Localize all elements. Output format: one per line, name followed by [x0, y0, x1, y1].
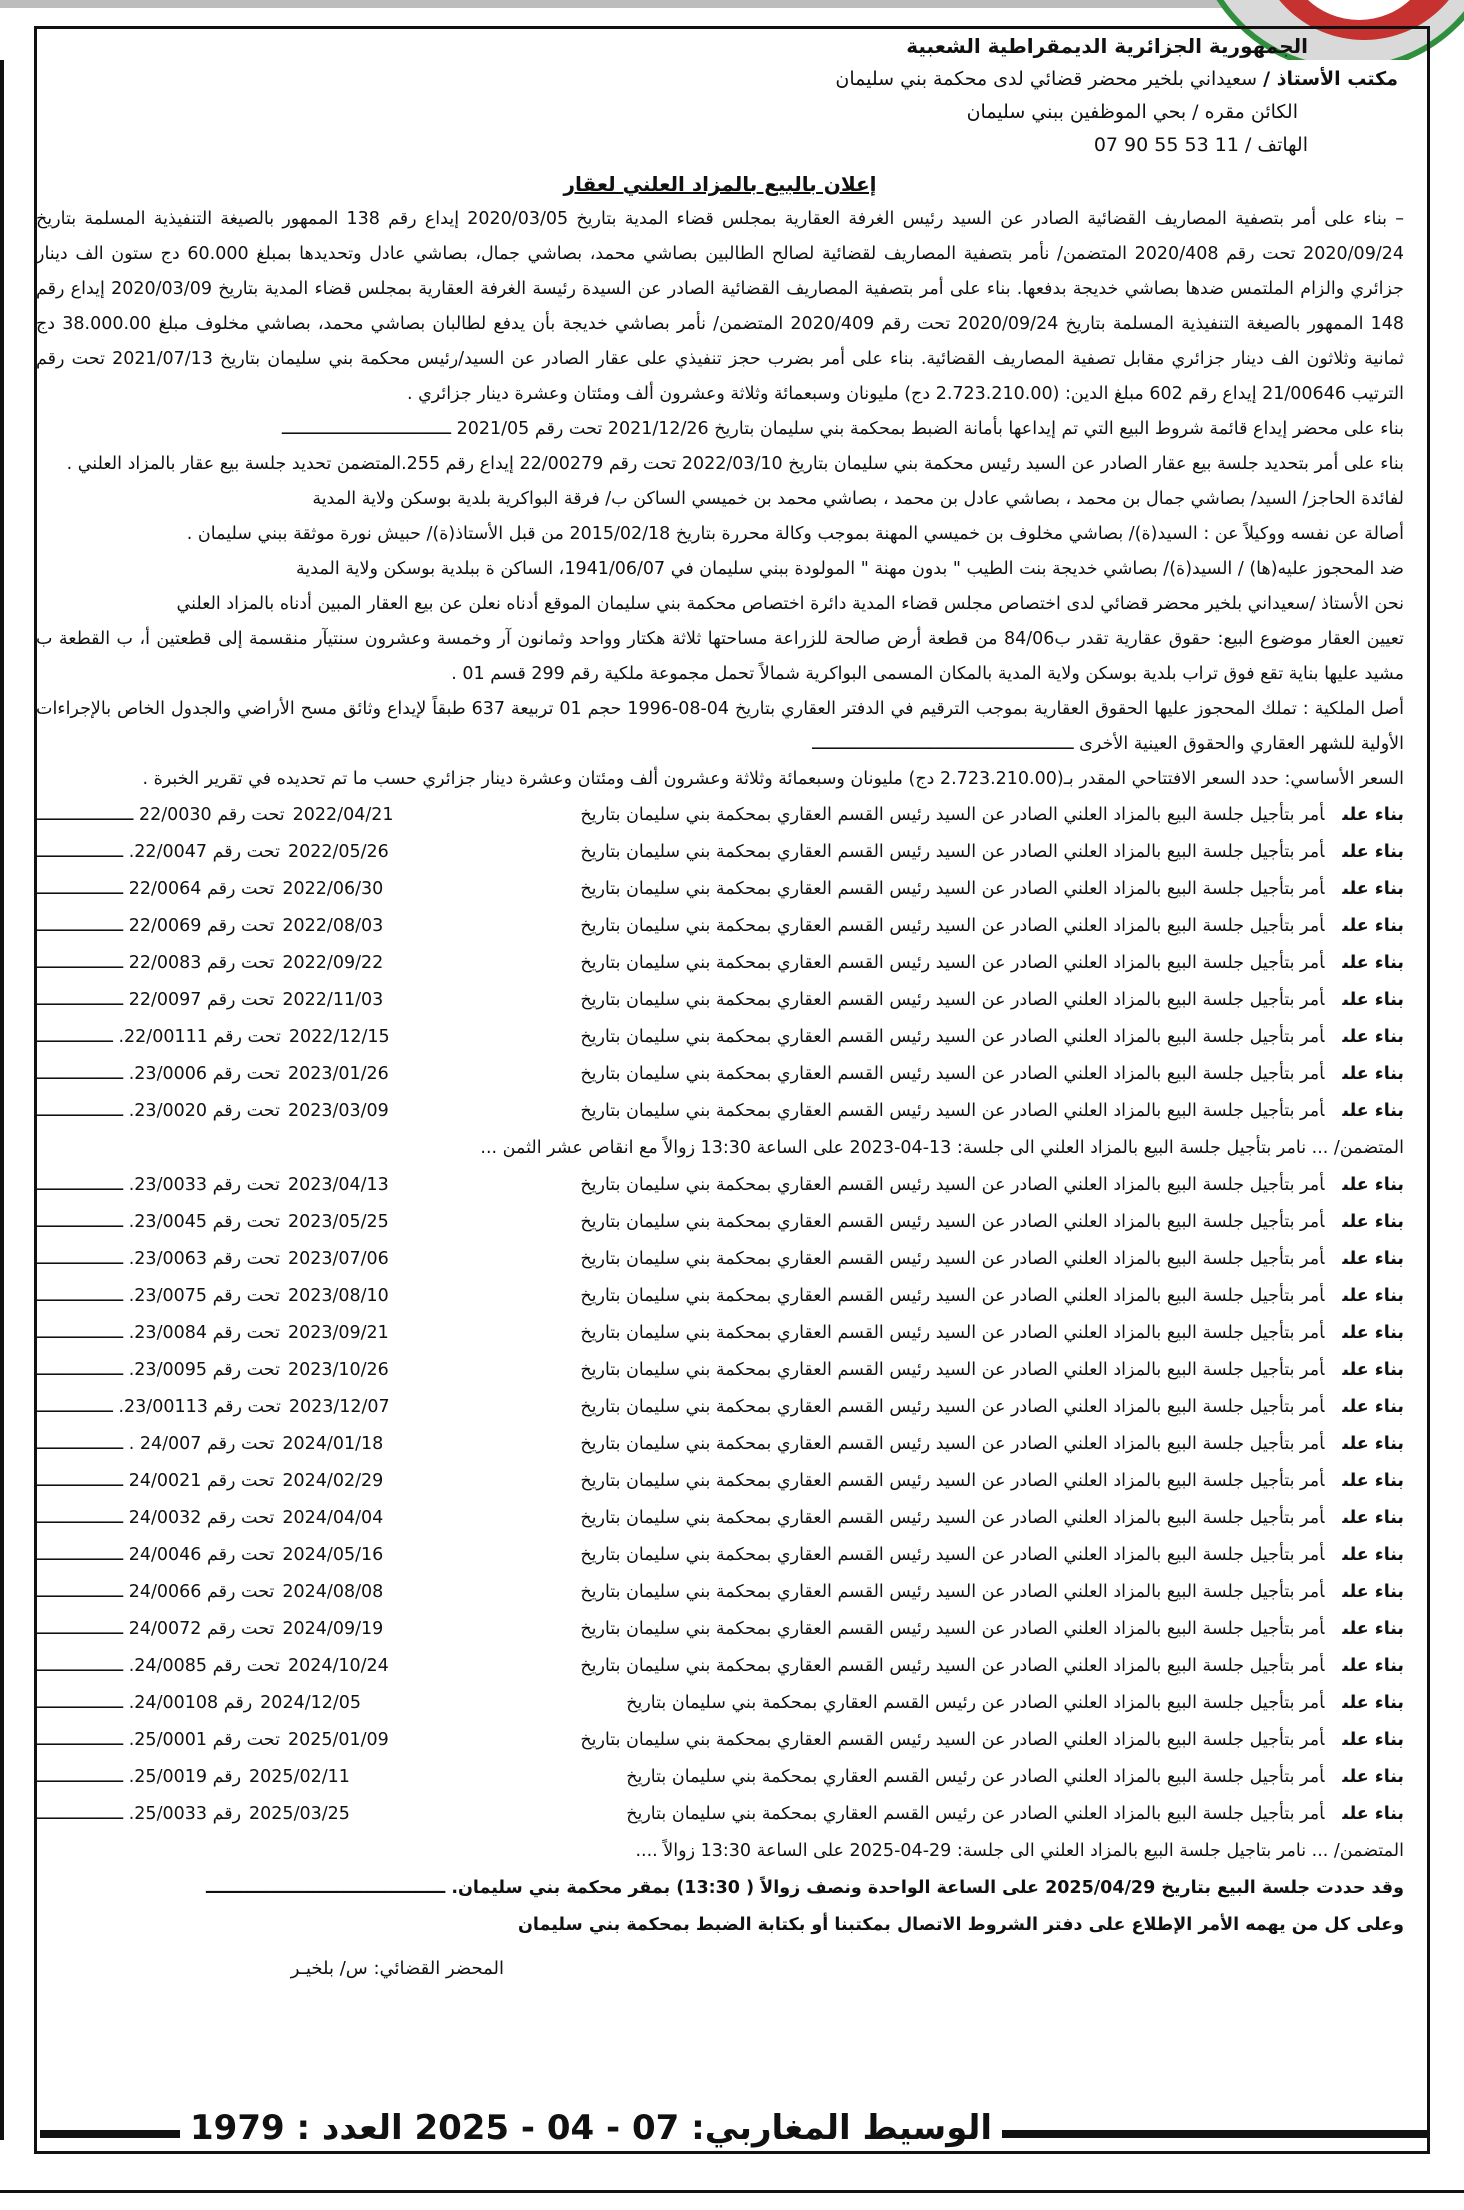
adjournment-date: 2025/02/11: [249, 1767, 350, 1787]
adjournment-row: [36, 1722, 1404, 1759]
mutadammin-1: المتضمن/ ... نامر بتأجيل جلسة البيع بالمزاد العلني الى جلسة: 13-04-2023 على الساعة 13:30 زوالاً مع انقاص عشر الثمن ...: [480, 1138, 1404, 1158]
adjournment-date: 2022/05/26: [287, 842, 389, 862]
intro-paragraph: بناء على أمر بتحديد جلسة بيع عقار الصادر عن السيد رئيس محكمة بني سليمان بتاريخ 2022/03/10 تحت رقم 22/00279 إيداع رقم 255.المتضمن تحديد جلسة بيع عقار بالمزاد العلني .: [66, 454, 1404, 474]
adjournment-row: [36, 945, 1404, 982]
adjournment-label: بناء على: [1342, 1471, 1404, 1491]
adjournment-row: [36, 1352, 1404, 1389]
intro-paragraph: بناء على محضر إيداع قائمة شروط البيع التي تم إيداعها بأمانة الضبط بمحكمة بني سليمان بتاريخ 2021/12/26 تحت رقم 2021/05 ـــــــــــــــــــــــــــــــــ: [281, 419, 1404, 439]
adjournment-row: [36, 1241, 1404, 1278]
adjournment-row: [36, 1648, 1404, 1685]
adjournment-label: بناء على: [1342, 916, 1404, 936]
sale-date-line: وقد حددت جلسة البيع بتاريخ 2025/04/29 على الساعة الواحدة ونصف زوالاً ( 13:30) بمقر محكمة بني سليمان. ــــــــــــــــــــــــــــــــــــــــ: [205, 1878, 1404, 1898]
adjournment-row: [36, 1093, 1404, 1130]
adjournment-ref: تحت رقم 25/0001. ـــــــــــــــــ: [36, 1730, 280, 1750]
adjournment-text: أمر بتأجيل جلسة البيع بالمزاد العلني الصادر عن السيد رئيس القسم العقاري بمحكمة بني سليمان بتاريخ: [580, 1101, 1325, 1121]
adjournment-ref: تحت رقم 24/0066 ـــــــــــــــــ: [36, 1582, 275, 1602]
adjournment-ref: تحت رقم 23/0075. ـــــــــــــــــ: [36, 1286, 280, 1306]
adjournment-text: أمر بتأجيل جلسة البيع بالمزاد العلني الصادر عن السيد رئيس القسم العقاري بمحكمة بني سليمان بتاريخ: [580, 1656, 1325, 1676]
adjournment-ref: تحت رقم 23/0045. ـــــــــــــــــ: [36, 1212, 280, 1232]
adjournment-ref: تحت رقم 24/0046 ـــــــــــــــــ: [36, 1545, 275, 1565]
adjournment-label: بناء على: [1342, 1730, 1404, 1750]
adjournment-date: 2022/09/22: [282, 953, 384, 973]
adjournment-date: 2025/03/25: [249, 1804, 350, 1824]
adjournment-label: بناء على: [1342, 1693, 1404, 1713]
adjournment-ref: تحت رقم 22/0064 ـــــــــــــــــ: [36, 879, 275, 899]
adjournment-label: بناء على: [1342, 1397, 1404, 1417]
adjournment-ref: تحت رقم 22/0047. ـــــــــــــــــ: [36, 842, 280, 862]
adjournment-row: [36, 982, 1404, 1019]
intro-paragraph: – بناء على أمر بتصفية المصاريف القضائية الصادر عن السيد رئيس الغرفة العقارية بمجلس قضاء المدية بتاريخ 2020/03/05 إيداع رقم 138 الممهور بالصيغة التنفيذية المسلمة بتاريخ 2020/09/24 تحت رقم 2020/408 المتضمن/ نأمر بتصفية المصاريف لقضائية لصالح الطالبين بصاشي محمد، بصاشي جمال، بصاشي عادل وتحديدها بمبلغ 60.000 دج ستون الف دينار جزائري والزام الملتمس ضدها بصاشي خديجة بدفعها. بناء على أمر بتصفية المصاريف القضائية الصادر عن السيدة رئيسة الغرفة العقارية بمجلس قضاء المدية بتاريخ 2020/03/09 إيداع رقم 148 الممهور بالصيغة التنفيذية المسلمة بتاريخ 2020/09/24 تحت رقم 2020/409 المتضمن/ نأمر بصاشي خديجة بأن يدفع لطالبان بصاشي محمد، بصاشي مخلوف مبلغ 38.000.00 دج ثمانية وثلاثون الف دينار جزائري مقابل تصفية المصاريف القضائية. بناء على أمر بضرب حجز تنفيذي على عقار الصادر عن السيد/رئيس محكمة بني سليمان بتاريخ 2021/07/13 تحت رقم الترتيب 21/00646 إيداع رقم 602 مبلغ الدين: (2.723.210.00 دج) مليونان وسبعمائة وثلاثة وعشرون ألف ومئتان وعشرة دينار جزائري .: [36, 209, 1404, 404]
office-phone: الهاتف / 11 53 55 90 07: [1093, 134, 1308, 156]
adjournment-row: [36, 834, 1404, 871]
adjournment-ref: تحت رقم 23/0006. ـــــــــــــــــ: [36, 1064, 280, 1084]
announcement-title: إعلان بالبيع بالمزاد العلني لعقار: [563, 172, 877, 196]
adjournment-text: أمر بتأجيل جلسة البيع بالمزاد العلني الصادر عن السيد رئيس القسم العقاري بمحكمة بني سليمان بتاريخ: [580, 1212, 1325, 1232]
adjournment-label: بناء على: [1342, 1508, 1404, 1528]
adjournment-label: بناء على: [1342, 1323, 1404, 1343]
intro-paragraph: نحن الأستاذ /سعيداني بلخير محضر قضائي لدى اختصاص مجلس قضاء المدية دائرة اختصاص محكمة بني سليمان الموقع أدناه نعلن عن بيع العقار المبين أدناه بالمزاد العلني: [176, 594, 1404, 614]
intro-paragraph: أصل الملكية : تملك المحجوز عليها الحقوق العقارية بموجب الترقيم في الدفتر العقاري بتاريخ 04-08-1996 حجم 01 تربيعة 637 طبقاً لإيداع وثائق مسح الأراضي والجدول الخاص بالإجراءات الأولية للشهر العقاري والحقوق العينية الأخرى ـــــــــــــــــــــــــــــــــــــــــــــــــــ: [36, 699, 1404, 754]
adjournment-date: 2022/08/03: [282, 916, 384, 936]
adjournment-label: بناء على: [1342, 1064, 1404, 1084]
adjournment-label: بناء على: [1342, 1027, 1404, 1047]
adjournment-date: 2022/04/21: [292, 805, 394, 825]
adjournment-row: [36, 1167, 1404, 1204]
adjournment-date: 2022/12/15: [288, 1027, 390, 1047]
intro-paragraph: لفائدة الحاجز/ السيد/ بصاشي جمال بن محمد ، بصاشي عادل بن محمد ، بصاشي محمد بن خميسي الساكن ب/ فرقة البواكرية بلدية بوسكن ولاية المدية: [312, 489, 1404, 509]
adjournment-date: 2024/08/08: [282, 1582, 384, 1602]
adjournment-ref: رقم 24/00108. ـــــــــــــــــ: [36, 1693, 253, 1713]
adjournment-text: أمر بتأجيل جلسة البيع بالمزاد العلني الصادر عن السيد رئيس القسم العقاري بمحكمة بني سليمان بتاريخ: [580, 1064, 1325, 1084]
adjournment-text: أمر بتأجيل جلسة البيع بالمزاد العلني الصادر عن السيد رئيس القسم العقاري بمحكمة بني سليمان بتاريخ: [580, 1545, 1325, 1565]
adjournment-text: أمر بتأجيل جلسة البيع بالمزاد العلني الصادر عن السيد رئيس القسم العقاري بمحكمة بني سليمان بتاريخ: [580, 1508, 1325, 1528]
adjournment-label: بناء على: [1342, 1360, 1404, 1380]
adjournment-label: بناء على: [1342, 953, 1404, 973]
office-label: مكتب الأستاذ /: [1263, 68, 1398, 90]
adjournment-row: [36, 1463, 1404, 1500]
adjournment-date: 2023/09/21: [287, 1323, 389, 1343]
adjournment-date: 2024/04/04: [282, 1508, 384, 1528]
adjournment-ref: تحت رقم 23/0095. ـــــــــــــــــ: [36, 1360, 280, 1380]
adjournment-text: أمر بتأجيل جلسة البيع بالمزاد العلني الصادر عن السيد رئيس القسم العقاري بمحكمة بني سليمان بتاريخ: [580, 916, 1325, 936]
adjournment-row: [36, 1204, 1404, 1241]
adjournment-ref: تحت رقم 22/00111. ـــــــــــــــ: [36, 1027, 281, 1047]
adjournment-ref: تحت رقم 22/0030 ـــــــــــــــــــ: [36, 805, 285, 825]
adjournment-ref: تحت رقم 22/0097 ـــــــــــــــــ: [36, 990, 275, 1010]
adjournment-label: بناء على: [1342, 805, 1404, 825]
adjournment-ref: رقم 25/0033. ـــــــــــــــــ: [36, 1804, 242, 1824]
adjournment-ref: تحت رقم 24/007 . ـــــــــــــــــ: [36, 1434, 275, 1454]
adjournment-row: [36, 1537, 1404, 1574]
adjournment-date: 2024/05/16: [282, 1545, 384, 1565]
adjournment-row: [36, 1389, 1404, 1426]
adjournment-ref: تحت رقم 22/0069 ـــــــــــــــــ: [36, 916, 275, 936]
adjournment-ref: تحت رقم 23/00113. ـــــــــــــــ: [36, 1397, 281, 1417]
adjournment-row: [36, 1500, 1404, 1537]
adjournment-date: 2023/05/25: [287, 1212, 389, 1232]
adjournment-text: أمر بتأجيل جلسة البيع بالمزاد العلني الصادر عن السيد رئيس القسم العقاري بمحكمة بني سليمان بتاريخ: [580, 990, 1325, 1010]
adjournment-date: 2024/10/24: [287, 1656, 389, 1676]
adjournment-text: أمر بتأجيل جلسة البيع بالمزاد العلني الصادر عن السيد رئيس القسم العقاري بمحكمة بني سليمان بتاريخ: [580, 953, 1325, 973]
adjournment-date: 2023/01/26: [287, 1064, 389, 1084]
adjournment-date: 2022/11/03: [282, 990, 384, 1010]
adjournment-row: [36, 1685, 1404, 1722]
adjournment-row: [36, 1796, 1404, 1833]
adjournment-text: أمر بتأجيل جلسة البيع بالمزاد العلني الصادر عن السيد رئيس القسم العقاري بمحكمة بني سليمان بتاريخ: [580, 1027, 1325, 1047]
adjournment-text: أمر بتأجيل جلسة البيع بالمزاد العلني الصادر عن السيد رئيس القسم العقاري بمحكمة بني سليمان بتاريخ: [580, 1397, 1325, 1417]
adjournment-date: 2023/10/26: [287, 1360, 389, 1380]
newspaper-footer: [0, 2108, 1464, 2158]
footer-text: الوسيط المغاربي: 07 - 04 - 2025 العدد : 1979: [180, 2108, 1002, 2148]
adjournment-date: 2023/03/09: [287, 1101, 389, 1121]
adjournment-text: أمر بتأجيل جلسة البيع بالمزاد العلني الصادر عن السيد رئيس القسم العقاري بمحكمة بني سليمان بتاريخ: [580, 1434, 1325, 1454]
adjournment-date: 2025/01/09: [287, 1730, 389, 1750]
adjournment-text: أمر بتأجيل جلسة البيع بالمزاد العلني الصادر عن السيد رئيس القسم العقاري بمحكمة بني سليمان بتاريخ: [580, 1619, 1325, 1639]
adjournment-ref: تحت رقم 24/0032 ـــــــــــــــــ: [36, 1508, 275, 1528]
adjournment-date: 2024/12/05: [260, 1693, 362, 1713]
signature: المحضر القضائي: س/ بلخيـر: [290, 1958, 504, 1979]
adjournment-date: 2023/04/13: [287, 1175, 389, 1195]
adjournment-row: [36, 1574, 1404, 1611]
adjournment-text: أمر بتأجيل جلسة البيع بالمزاد العلني الصادر عن رئيس القسم العقاري بمحكمة بني سليمان بتاريخ: [626, 1693, 1325, 1713]
adjournment-text: أمر بتأجيل جلسة البيع بالمزاد العلني الصادر عن السيد رئيس القسم العقاري بمحكمة بني سليمان بتاريخ: [580, 1323, 1325, 1343]
adjournment-row: [36, 1426, 1404, 1463]
adjournment-ref: تحت رقم 24/0021 ـــــــــــــــــ: [36, 1471, 275, 1491]
adjournment-row: [36, 1278, 1404, 1315]
intro-section: [36, 202, 1404, 797]
bottom-rule: [0, 2190, 1464, 2210]
republic-title: الجمهورية الجزائرية الديمقراطية الشعبية: [906, 34, 1308, 58]
adjournment-ref: تحت رقم 23/0020. ـــــــــــــــــ: [36, 1101, 280, 1121]
notice-line: وعلى كل من يهمه الأمر الإطلاع على دفتر الشروط الاتصال بمكتبنا أو بكتابة الضبط بمحكمة بني سليمان: [518, 1915, 1404, 1935]
adjournment-date: 2024/02/29: [282, 1471, 384, 1491]
adjournment-label: بناء على: [1342, 1767, 1404, 1787]
adjournment-text: أمر بتأجيل جلسة البيع بالمزاد العلني الصادر عن رئيس القسم العقاري بمحكمة بني سليمان بتاريخ: [626, 1804, 1325, 1824]
adjournment-text: أمر بتأجيل جلسة البيع بالمزاد العلني الصادر عن السيد رئيس القسم العقاري بمحكمة بني سليمان بتاريخ: [580, 1360, 1325, 1380]
adjournment-date: 2022/06/30: [282, 879, 384, 899]
adjournment-ref: رقم 25/0019. ـــــــــــــــــ: [36, 1767, 242, 1787]
adjournment-label: بناء على: [1342, 1656, 1404, 1676]
adjournment-text: أمر بتأجيل جلسة البيع بالمزاد العلني الصادر عن السيد رئيس القسم العقاري بمحكمة بني سليمان بتاريخ: [580, 1286, 1325, 1306]
adjournment-row: [36, 871, 1404, 908]
adjournment-row: [36, 1056, 1404, 1093]
adjournment-row: [36, 1315, 1404, 1352]
adjournment-date: 2024/01/18: [282, 1434, 384, 1454]
adjournment-text: أمر بتأجيل جلسة البيع بالمزاد العلني الصادر عن السيد رئيس القسم العقاري بمحكمة بني سليمان بتاريخ: [580, 1582, 1325, 1602]
adjournment-date: 2024/09/19: [282, 1619, 384, 1639]
document-content: [36, 30, 1404, 1986]
adjournment-ref: تحت رقم 24/0072 ـــــــــــــــــ: [36, 1619, 275, 1639]
adjournments-list-2: [36, 1167, 1404, 1833]
adjournment-row: [36, 1759, 1404, 1796]
adjournment-label: بناء على: [1342, 1101, 1404, 1121]
adjournment-label: بناء على: [1342, 1212, 1404, 1232]
office-header: [36, 30, 1404, 162]
mutadammin-2: المتضمن/ ... نامر بتاجيل جلسة البيع بالمزاد العلني الى جلسة: 29-04-2025 على الساعة 13:30 زوالاً ....: [635, 1841, 1404, 1861]
adjournment-label: بناء على: [1342, 842, 1404, 862]
adjournment-ref: تحت رقم 23/0033. ـــــــــــــــــ: [36, 1175, 280, 1195]
adjournment-label: بناء على: [1342, 1804, 1404, 1824]
intro-paragraph: ضد المحجوز عليه(ها) / السيد(ة)/ بصاشي خديجة بنت الطيب " بدون مهنة " المولودة ببني سليمان في 1941/06/07، الساكن ة ببلدية بوسكن ولاية المدية: [295, 559, 1404, 579]
adjournment-label: بناء على: [1342, 1434, 1404, 1454]
adjournment-text: أمر بتأجيل جلسة البيع بالمزاد العلني الصادر عن السيد رئيس القسم العقاري بمحكمة بني سليمان بتاريخ: [580, 879, 1325, 899]
adjournment-label: بناء على: [1342, 1619, 1404, 1639]
page-edge-rule: [0, 60, 4, 2140]
adjournment-text: أمر بتأجيل جلسة البيع بالمزاد العلني الصادر عن رئيس القسم العقاري بمحكمة بني سليمان بتاريخ: [626, 1767, 1325, 1787]
adjournment-text: أمر بتأجيل جلسة البيع بالمزاد العلني الصادر عن السيد رئيس القسم العقاري بمحكمة بني سليمان بتاريخ: [580, 1175, 1325, 1195]
adjournment-text: أمر بتأجيل جلسة البيع بالمزاد العلني الصادر عن السيد رئيس القسم العقاري بمحكمة بني سليمان بتاريخ: [580, 1730, 1325, 1750]
office-name: سعيداني بلخير محضر قضائي لدى محكمة بني سليمان: [835, 68, 1258, 90]
adjournment-ref: تحت رقم 22/0083 ـــــــــــــــــ: [36, 953, 275, 973]
adjournment-label: بناء على: [1342, 1582, 1404, 1602]
adjournment-row: [36, 1019, 1404, 1056]
adjournment-label: بناء على: [1342, 879, 1404, 899]
adjournment-ref: تحت رقم 23/0084. ـــــــــــــــــ: [36, 1323, 280, 1343]
adjournment-date: 2023/12/07: [288, 1397, 390, 1417]
adjournment-row: [36, 797, 1404, 834]
adjournment-row: [36, 908, 1404, 945]
adjournments-list-1: [36, 797, 1404, 1130]
adjournment-text: أمر بتأجيل جلسة البيع بالمزاد العلني الصادر عن السيد رئيس القسم العقاري بمحكمة بني سليمان بتاريخ: [580, 805, 1325, 825]
adjournment-label: بناء على: [1342, 1175, 1404, 1195]
adjournment-label: بناء على: [1342, 1545, 1404, 1565]
adjournment-date: 2023/07/06: [287, 1249, 389, 1269]
office-address: الكائن مقره / بحي الموظفين ببني سليمان: [966, 101, 1298, 123]
adjournment-label: بناء على: [1342, 1249, 1404, 1269]
adjournment-label: بناء على: [1342, 1286, 1404, 1306]
adjournment-row: [36, 1611, 1404, 1648]
adjournment-text: أمر بتأجيل جلسة البيع بالمزاد العلني الصادر عن السيد رئيس القسم العقاري بمحكمة بني سليمان بتاريخ: [580, 842, 1325, 862]
office-line: [36, 63, 1398, 96]
adjournment-ref: تحت رقم 23/0063. ـــــــــــــــــ: [36, 1249, 280, 1269]
intro-paragraph: السعر الأساسي: حدد السعر الافتتاحي المقدر بـ(2.723.210.00 دج) مليونان وسبعمائة وثلاثة وعشرون ألف ومئتان وعشرة دينار جزائري حسب ما تم تحديده في تقرير الخبرة .: [142, 769, 1404, 789]
intro-paragraph: أصالة عن نفسه ووكيلاً عن : السيد(ة)/ بصاشي مخلوف بن خميسي المهنة بموجب وكالة محررة بتاريخ 2015/02/18 من قبل الأستاذ(ة)/ حبيش نورة موثقة ببني سليمان .: [186, 524, 1404, 544]
intro-paragraph: تعيين العقار موضوع البيع: حقوق عقارية تقدر ب84/06 من قطعة أرض صالحة للزراعة مساحتها ثلاثة هكتار وواحد وثمانون آر وخمسة وعشرون سنتيآر منقسمة إلى قطعتين أ، ب القطعة ب مشيد عليها بناية تقع فوق تراب بلدية بوسكن ولاية المدية بالمكان المسمى البواكرية شمالاً تحمل مجموعة ملكية رقم 299 قسم 01 .: [36, 629, 1404, 684]
adjournment-label: بناء على: [1342, 990, 1404, 1010]
adjournment-date: 2023/08/10: [287, 1286, 389, 1306]
adjournment-text: أمر بتأجيل جلسة البيع بالمزاد العلني الصادر عن السيد رئيس القسم العقاري بمحكمة بني سليمان بتاريخ: [580, 1249, 1325, 1269]
adjournment-text: أمر بتأجيل جلسة البيع بالمزاد العلني الصادر عن السيد رئيس القسم العقاري بمحكمة بني سليمان بتاريخ: [580, 1471, 1325, 1491]
adjournment-ref: تحت رقم 24/0085. ـــــــــــــــــ: [36, 1656, 280, 1676]
